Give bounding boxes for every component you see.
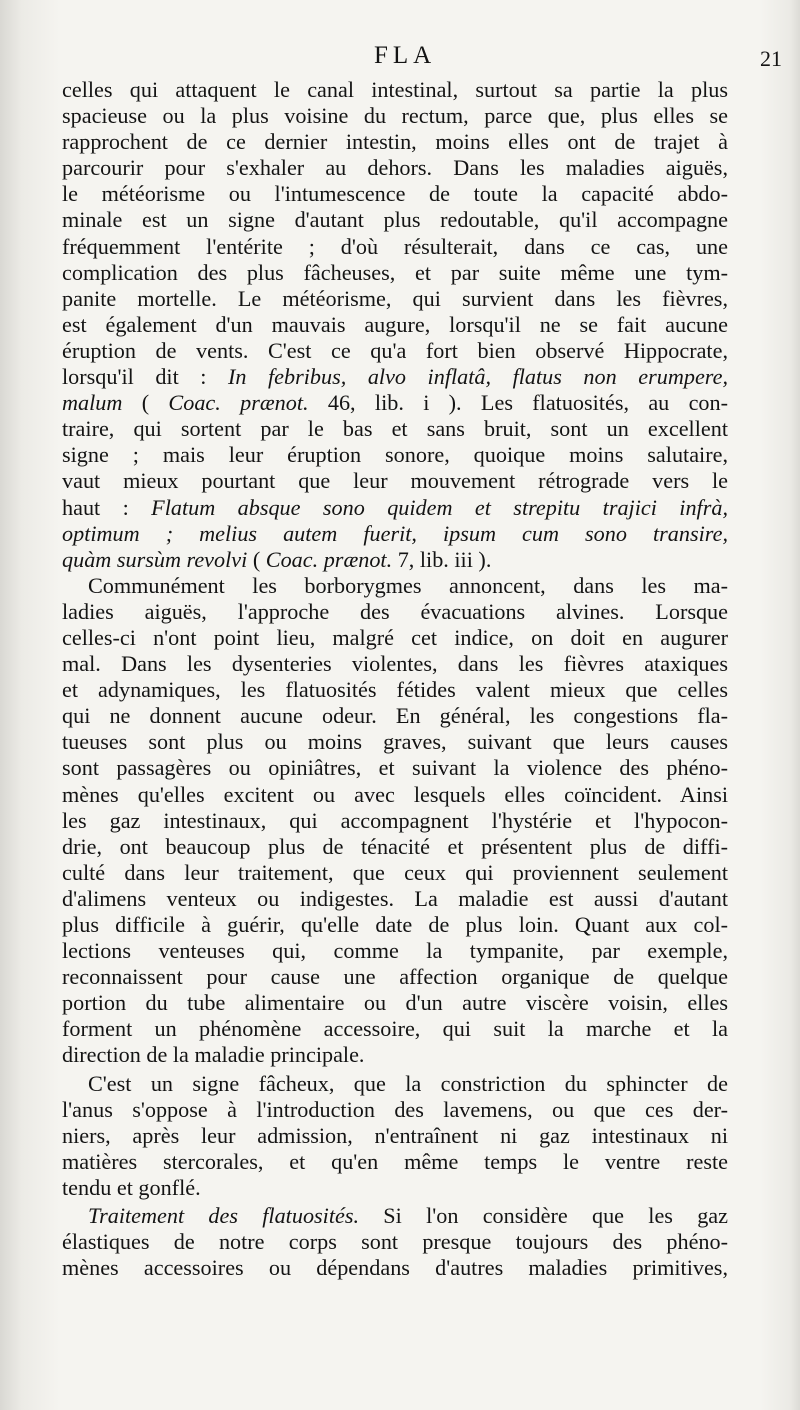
text-line: éruption de vents. C'est ce qu'a fort bien observé Hippocrate,	[62, 337, 728, 363]
text-line: matières stercorales, et qu'en même temps le ventre reste	[62, 1148, 728, 1174]
text-run: Si l'on considère que les gaz	[359, 1203, 728, 1229]
text-line: portion du tube alimentaire ou d'un autre viscère voisin, elles	[62, 990, 728, 1016]
text-line: spacieuse ou la plus voisine du rectum, parce que, plus elles se	[62, 103, 728, 129]
citation-title: Coac. prænot.	[265, 546, 393, 572]
text-line: forment un phénomène accessoire, qui suit la marche et la	[62, 1016, 728, 1042]
text-line: traire, qui sortent par le bas et sans bruit, sont un excellent	[62, 416, 728, 442]
text-line: est également d'un mauvais augure, lorsqu'il ne se fait aucune	[62, 311, 728, 337]
text-line: Communément les borborygmes annoncent, dans les ma-	[88, 572, 728, 598]
text-line	[62, 521, 728, 547]
section-heading: Traitement des flatuosités.	[88, 1203, 360, 1229]
text-line: minale est un signe d'autant plus redoutable, qu'il accompagne	[62, 207, 728, 233]
text-line: direction de la maladie principale.	[62, 1042, 365, 1068]
text-line: complication des plus fâcheuses, et par suite même une tym-	[62, 259, 728, 285]
text-line: élastiques de notre corps sont presque toujours des phéno-	[62, 1229, 728, 1255]
citation-title: Coac. prænot.	[168, 390, 309, 416]
running-head: FLA	[374, 42, 437, 69]
text-line: tueuses sont plus ou moins graves, suivant que leurs causes	[62, 729, 728, 755]
latin-quote: quàm sursùm revolvi	[62, 546, 248, 572]
text-line: drie, ont beaucoup plus de ténacité et présentent plus de diffi-	[62, 833, 728, 859]
text-line: l'anus s'oppose à l'introduction des lavemens, ou que ces der-	[62, 1096, 728, 1122]
text-run: 46, lib. i ). Les flatuosités, au con-	[308, 390, 728, 416]
text-line: vaut mieux pourtant que leur mouvement rétrograde vers le	[62, 468, 728, 494]
text-line: mal. Dans les dysenteries violentes, dans les fièvres ataxiques	[62, 651, 728, 677]
text-line: lections venteuses qui, comme la tympanite, par exemple,	[62, 938, 728, 964]
text-line: ladies aiguës, l'approche des évacuations alvines. Lorsque	[62, 598, 728, 624]
text-line: qui ne donnent aucune odeur. En général, les congestions fla-	[62, 703, 728, 729]
text-run: 7, lib. iii ).	[392, 546, 492, 572]
text-line: mènes accessoires ou dépendans d'autres maladies primitives,	[62, 1255, 728, 1281]
text-line: les gaz intestinaux, qui accompagnent l'hystérie et l'hypocon-	[62, 807, 728, 833]
text-line: parcourir pour s'exhaler au dehors. Dans les maladies aiguës,	[62, 155, 728, 181]
latin-quote: In febribus, alvo inflatâ, flatus non erumpere,	[228, 364, 728, 390]
text-line: fréquemment l'entérite ; d'où résulterait, dans ce cas, une	[62, 233, 728, 259]
text-line: d'alimens venteux ou indigestes. La maladie est aussi d'autant	[62, 885, 728, 911]
page-number: 21	[760, 46, 782, 71]
text-line	[62, 547, 728, 573]
body-text	[62, 77, 728, 1281]
text-line: culté dans leur traitement, que ceux qui proviennent seulement	[62, 859, 728, 885]
text-line: plus difficile à guérir, qu'elle date de plus loin. Quant aux col-	[62, 912, 728, 937]
page-header	[62, 42, 782, 78]
text-line	[62, 364, 728, 390]
text-run: (	[122, 390, 169, 416]
text-line: signe ; mais leur éruption sonore, quoique moins salutaire,	[62, 442, 728, 468]
text-line: tendu et gonflé.	[62, 1174, 201, 1200]
text-line: panite mortelle. Le météorisme, qui survient dans les fièvres,	[62, 285, 728, 311]
text-line: mènes qu'elles excitent ou avec lesquels elles coïncident. Ainsi	[62, 781, 728, 807]
text-line: celles-ci n'ont point lieu, malgré cet indice, on doit en augurer	[62, 624, 728, 650]
text-line: le météorisme ou l'intumescence de toute la capacité abdo-	[62, 181, 728, 207]
latin-quote: malum	[62, 390, 123, 416]
text-line: C'est un signe fâcheux, que la constriction du sphincter de	[88, 1070, 728, 1096]
text-run: haut :	[62, 494, 152, 520]
text-run: (	[247, 546, 266, 572]
text-line: rapprochent de ce dernier intestin, moins elles ont de trajet à	[62, 129, 728, 155]
text-run: lorsqu'il dit :	[62, 364, 228, 390]
latin-quote: Flatum absque sono quidem et strepitu trajici infrà,	[151, 494, 728, 520]
latin-quote: optimum ; melius autem fuerit, ipsum cum sono transire,	[62, 520, 728, 546]
text-line: reconnaissent pour cause une affection organique de quelque	[62, 964, 728, 990]
text-line: celles qui attaquent le canal intestinal, surtout sa partie la plus	[62, 77, 728, 102]
text-line	[62, 495, 728, 521]
text-line	[62, 390, 728, 416]
text-line: et adynamiques, les flatuosités fétides valent mieux que celles	[62, 677, 728, 703]
text-line: sont passagères ou opiniâtres, et suivant la violence des phéno-	[62, 755, 728, 781]
text-line	[62, 1203, 728, 1229]
text-line: niers, après leur admission, n'entraînent ni gaz intestinaux ni	[62, 1122, 728, 1148]
